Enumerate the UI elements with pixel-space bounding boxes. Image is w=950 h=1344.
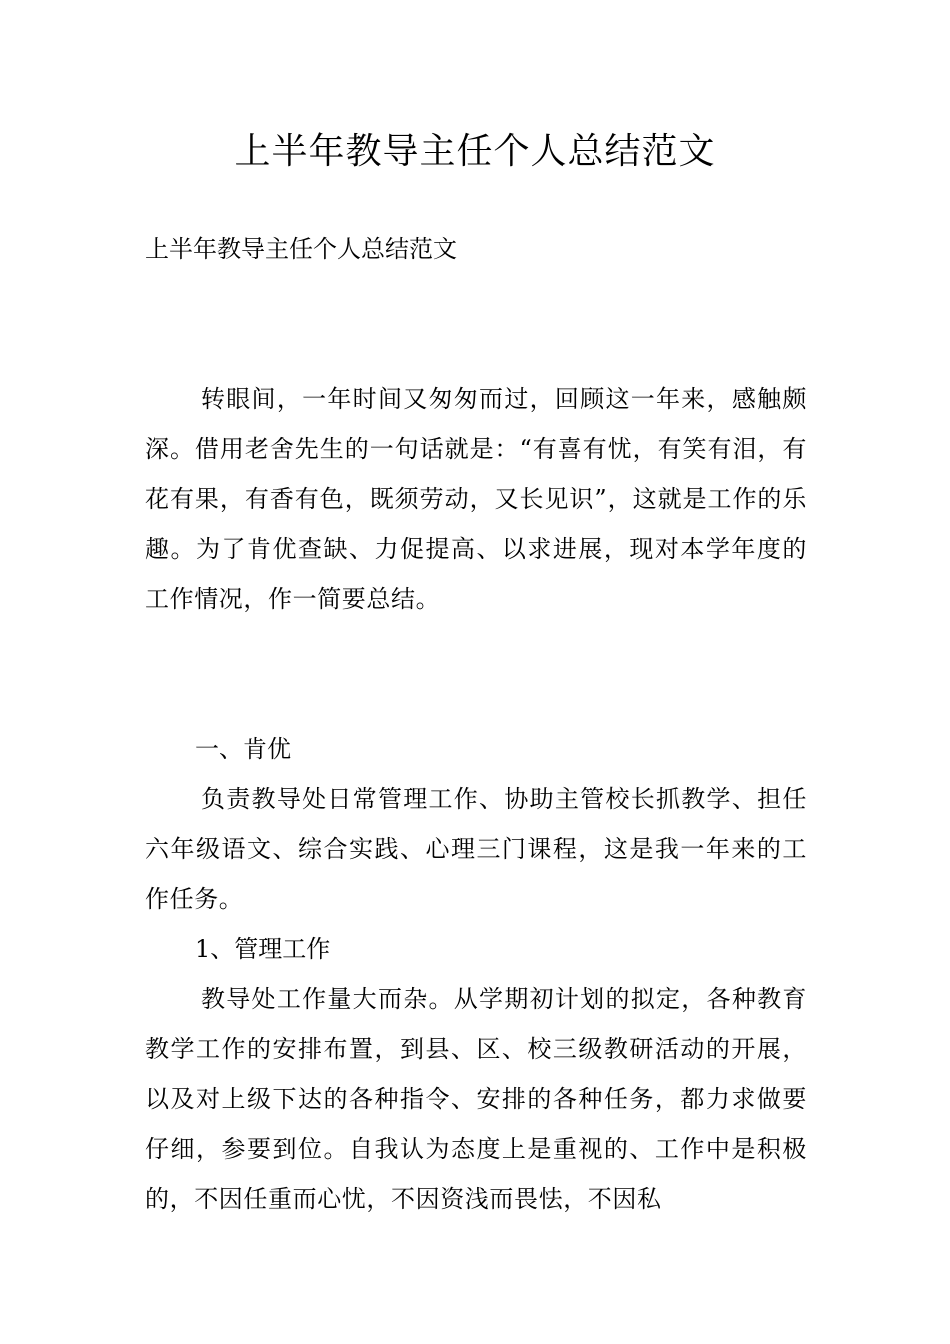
- document-subtitle: 上半年教导主任个人总结范文: [145, 235, 457, 263]
- section-1-paragraph: 负责教导处日常管理工作、协助主管校长抓教学、担任六年级语文、综合实践、心理三门课程，这是我一年来的工作任务。: [145, 785, 807, 913]
- subsection-1-paragraph: 教导处工作量大而杂。从学期初计划的拟定，各种教育教学工作的安排布置，到县、区、校三级教研活动的开展，以及对上级下达的各种指令、安排的各种任务，都力求做要仔细，参要到位。自我认为态度上是重视的、工作中是积极的，不因任重而心忧，不因资浅而畏怯，不因私: [145, 985, 807, 1213]
- section-heading-1: 一、肯优: [195, 735, 291, 763]
- document-title: 上半年教导主任个人总结范文: [234, 131, 716, 172]
- intro-paragraph: 转眼间，一年时间又匆匆而过，回顾这一年来，感触颇深。借用老舍先生的一句话就是：“有喜有忧，有笑有泪，有花有果，有香有色，既须劳动，又长见识”，这就是工作的乐趣。为了肯优查缺、力促提高、以求进展，现对本学年度的工作情况，作一简要总结。: [145, 385, 807, 613]
- subsection-heading-1: 1、管理工作: [195, 935, 331, 963]
